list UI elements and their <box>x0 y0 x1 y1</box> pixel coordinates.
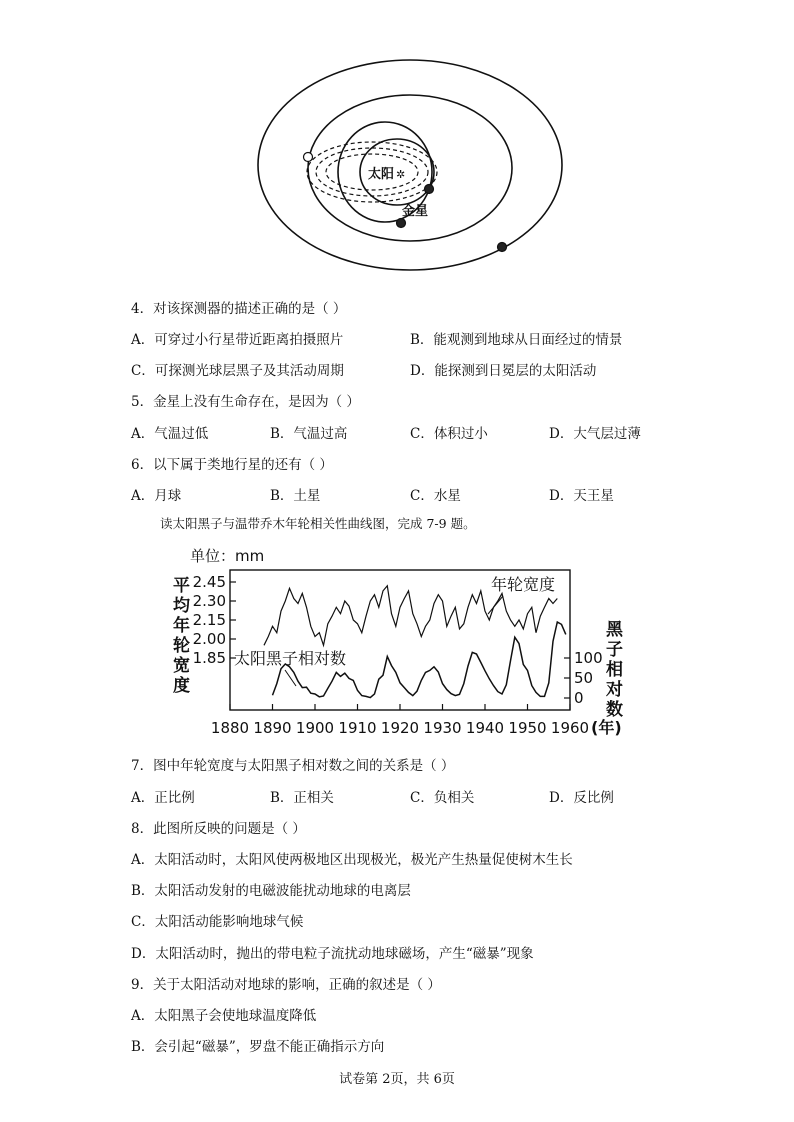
right-axis-char: 对 <box>606 680 623 700</box>
right-tick-label: 50 <box>574 669 594 687</box>
left-axis-char: 年 <box>173 616 190 636</box>
right-axis-char: 数 <box>606 700 623 720</box>
left-tick-label: 2.00 <box>192 630 226 648</box>
q9-option-b: B．会引起“磁暴”，罗盘不能正确指示方向 <box>131 1039 385 1055</box>
x-tick-label: 1890 <box>253 719 292 737</box>
question-4-stem: 4．对该探测器的描述正确的是（ ） <box>131 301 347 317</box>
x-tick-label: 1960 <box>550 719 590 737</box>
venus-label: 金星 <box>402 204 429 219</box>
q5-option-a: A．气温过低 <box>131 426 209 442</box>
q6-option-c: C．水星 <box>410 488 461 504</box>
left-axis-char: 平 <box>173 576 190 596</box>
x-tick-label: 1950 <box>508 719 547 737</box>
q5-option-d: D．大气层过薄 <box>549 426 641 442</box>
q8-option-b: B．太阳活动发射的电磁波能扰动地球的电离层 <box>131 883 411 899</box>
x-tick-label: 1920 <box>380 719 420 737</box>
outer-orbit <box>258 60 562 270</box>
right-axis-char: 黑 <box>606 620 623 640</box>
left-axis-char: 宽 <box>173 656 190 676</box>
q6-option-a: A．月球 <box>131 488 182 504</box>
right-axis-char: 相 <box>606 660 623 680</box>
right-tick-label: 100 <box>574 649 603 667</box>
right-axis-label <box>606 620 624 720</box>
x-tick-label: 1930 <box>423 719 462 737</box>
question-8-stem: 8．此图所反映的问题是（ ） <box>131 821 306 837</box>
left-axis-char: 度 <box>173 676 190 696</box>
q5-option-b: B．气温过高 <box>270 426 348 442</box>
q5-option-c: C．体积过小 <box>410 426 488 442</box>
q4-option-c: C．可探测光球层黑子及其活动周期 <box>131 363 344 379</box>
q9-option-a: A．太阳黑子会使地球温度降低 <box>131 1008 317 1024</box>
question-7-stem: 7．图中年轮宽度与太阳黑子相对数之间的关系是（ ） <box>131 758 455 774</box>
q4-option-d: D．能探测到日冕层的太阳活动 <box>410 363 597 379</box>
left-tick-label: 2.15 <box>192 611 226 629</box>
venus-marker <box>397 219 406 228</box>
question-9-stem: 9．关于太阳活动对地球的影响，正确的叙述是（ ） <box>131 977 441 993</box>
orbit-diagram <box>0 0 794 290</box>
left-axis-label <box>173 575 191 696</box>
left-axis-char: 均 <box>173 596 190 616</box>
earth-marker <box>425 185 434 194</box>
x-tick-label: 1910 <box>338 719 377 737</box>
q7-option-d: D．反比例 <box>549 790 614 806</box>
right-axis-char: 子 <box>606 640 623 660</box>
question-5-stem: 5．金星上没有生命存在，是因为（ ） <box>131 394 360 410</box>
x-axis-unit: (年) <box>591 718 622 737</box>
q7-option-a: A．正比例 <box>131 790 195 806</box>
left-tick-label: 1.85 <box>192 649 226 667</box>
q8-option-d: D．太阳活动时，抛出的带电粒子流扰动地球磁场，产生“磁暴”现象 <box>131 946 534 962</box>
q6-option-d: D．天王星 <box>549 488 614 504</box>
q7-option-c: C．负相关 <box>410 790 475 806</box>
q7-option-b: B．正相关 <box>270 790 334 806</box>
probe-marker <box>304 153 313 162</box>
sunspot-tree-ring-chart <box>0 540 794 745</box>
q8-option-c: C．太阳活动能影响地球气候 <box>131 914 304 930</box>
left-axis-char: 轮 <box>173 636 190 656</box>
tree-ring-leader <box>488 596 503 614</box>
page-footer: 试卷第 2页，共 6页 <box>339 1072 455 1087</box>
q4-option-a: A．可穿过小行星带近距离拍摄照片 <box>131 332 344 348</box>
right-tick-label: 0 <box>574 689 584 707</box>
q4-option-b: B．能观测到地球从日面经过的情景 <box>410 332 623 348</box>
outer-planet-marker <box>498 243 507 252</box>
x-tick-label: 1900 <box>295 719 335 737</box>
x-tick-label: 1880 <box>210 719 250 737</box>
sun-icon: ✲ <box>396 168 406 181</box>
tree-ring-series-label: 年轮宽度 <box>491 575 556 594</box>
q6-option-b: B．土星 <box>270 488 321 504</box>
sunspot-series-label: 太阳黑子相对数 <box>234 649 347 668</box>
q8-option-a: A．太阳活动时，太阳风使两极地区出现极光，极光产生热量促使树木生长 <box>131 852 573 868</box>
chart-intro: 读太阳黑子与温带乔木年轮相关性曲线图，完成 7-9 题。 <box>160 516 476 531</box>
left-tick-label: 2.45 <box>192 573 226 591</box>
x-tick-label: 1940 <box>465 719 505 737</box>
sun-label: 太阳 <box>368 167 395 182</box>
question-6-stem: 6．以下属于类地行星的还有（ ） <box>131 457 333 473</box>
left-tick-label: 2.30 <box>192 592 226 610</box>
tree-ring-series-line <box>264 586 557 646</box>
unit-label: 单位：mm <box>190 547 265 565</box>
